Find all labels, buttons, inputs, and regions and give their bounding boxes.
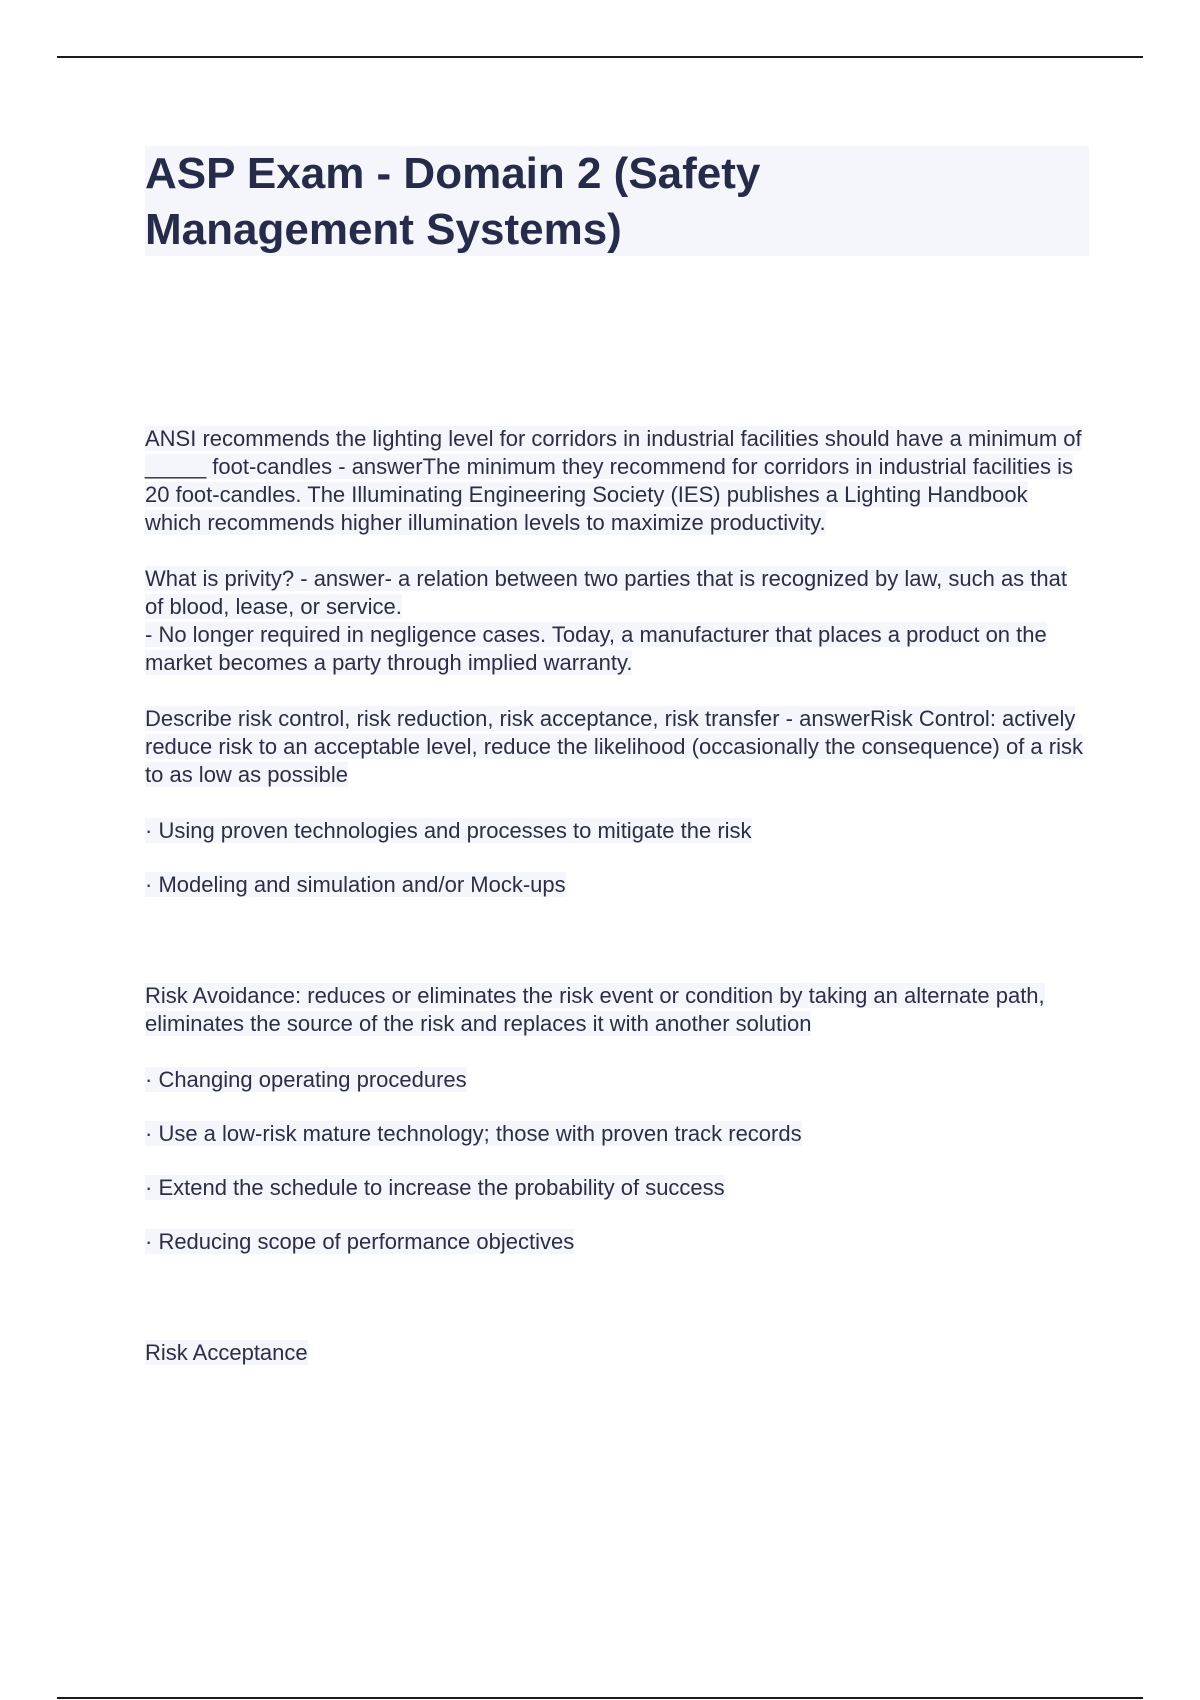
list-item: · Using proven technologies and processes to mitigate the risk [145, 818, 752, 843]
title-block [145, 146, 1089, 256]
title-line-2: Management Systems) [145, 205, 622, 254]
list-item: · Changing operating procedures [145, 1067, 467, 1092]
page-title [145, 146, 1089, 258]
question-lighting: ANSI recommends the lighting level for corridors in industrial facilities should have a minimum of _____ foot-candles - answerThe minimum they recommend for corridors in industrial facilities is 20 foot-candles. The Illuminating Engineering Society (IES) publishes a Lighting Handbook which recommends higher illumination levels to maximize productivity. [145, 426, 1082, 535]
bottom-rule [57, 1697, 1143, 1699]
document-body [145, 425, 1089, 1367]
list-item: · Extend the schedule to increase the probability of success [145, 1175, 725, 1200]
privity-note: - No longer required in negligence cases. Today, a manufacturer that places a product on the market becomes a party through implied warranty. [145, 622, 1047, 675]
list-item: · Modeling and simulation and/or Mock-ups [145, 872, 566, 897]
risk-acceptance: Risk Acceptance [145, 1340, 308, 1365]
question-risk: Describe risk control, risk reduction, risk acceptance, risk transfer - answerRisk Control: actively reduce risk to an acceptable level, reduce the likelihood (occasionally the consequence) of a risk to as low as possible [145, 706, 1083, 787]
title-line-1: ASP Exam - Domain 2 (Safety [145, 149, 761, 198]
risk-avoidance: Risk Avoidance: reduces or eliminates the risk event or condition by taking an alternate path, eliminates the source of the risk and replaces it with another solution [145, 983, 1045, 1036]
list-item: · Use a low-risk mature technology; those with proven track records [145, 1121, 802, 1146]
list-item: · Reducing scope of performance objectives [145, 1229, 575, 1254]
top-rule [57, 56, 1143, 58]
question-privity: What is privity? - answer- a relation between two parties that is recognized by law, such as that of blood, lease, or service. [145, 566, 1067, 619]
